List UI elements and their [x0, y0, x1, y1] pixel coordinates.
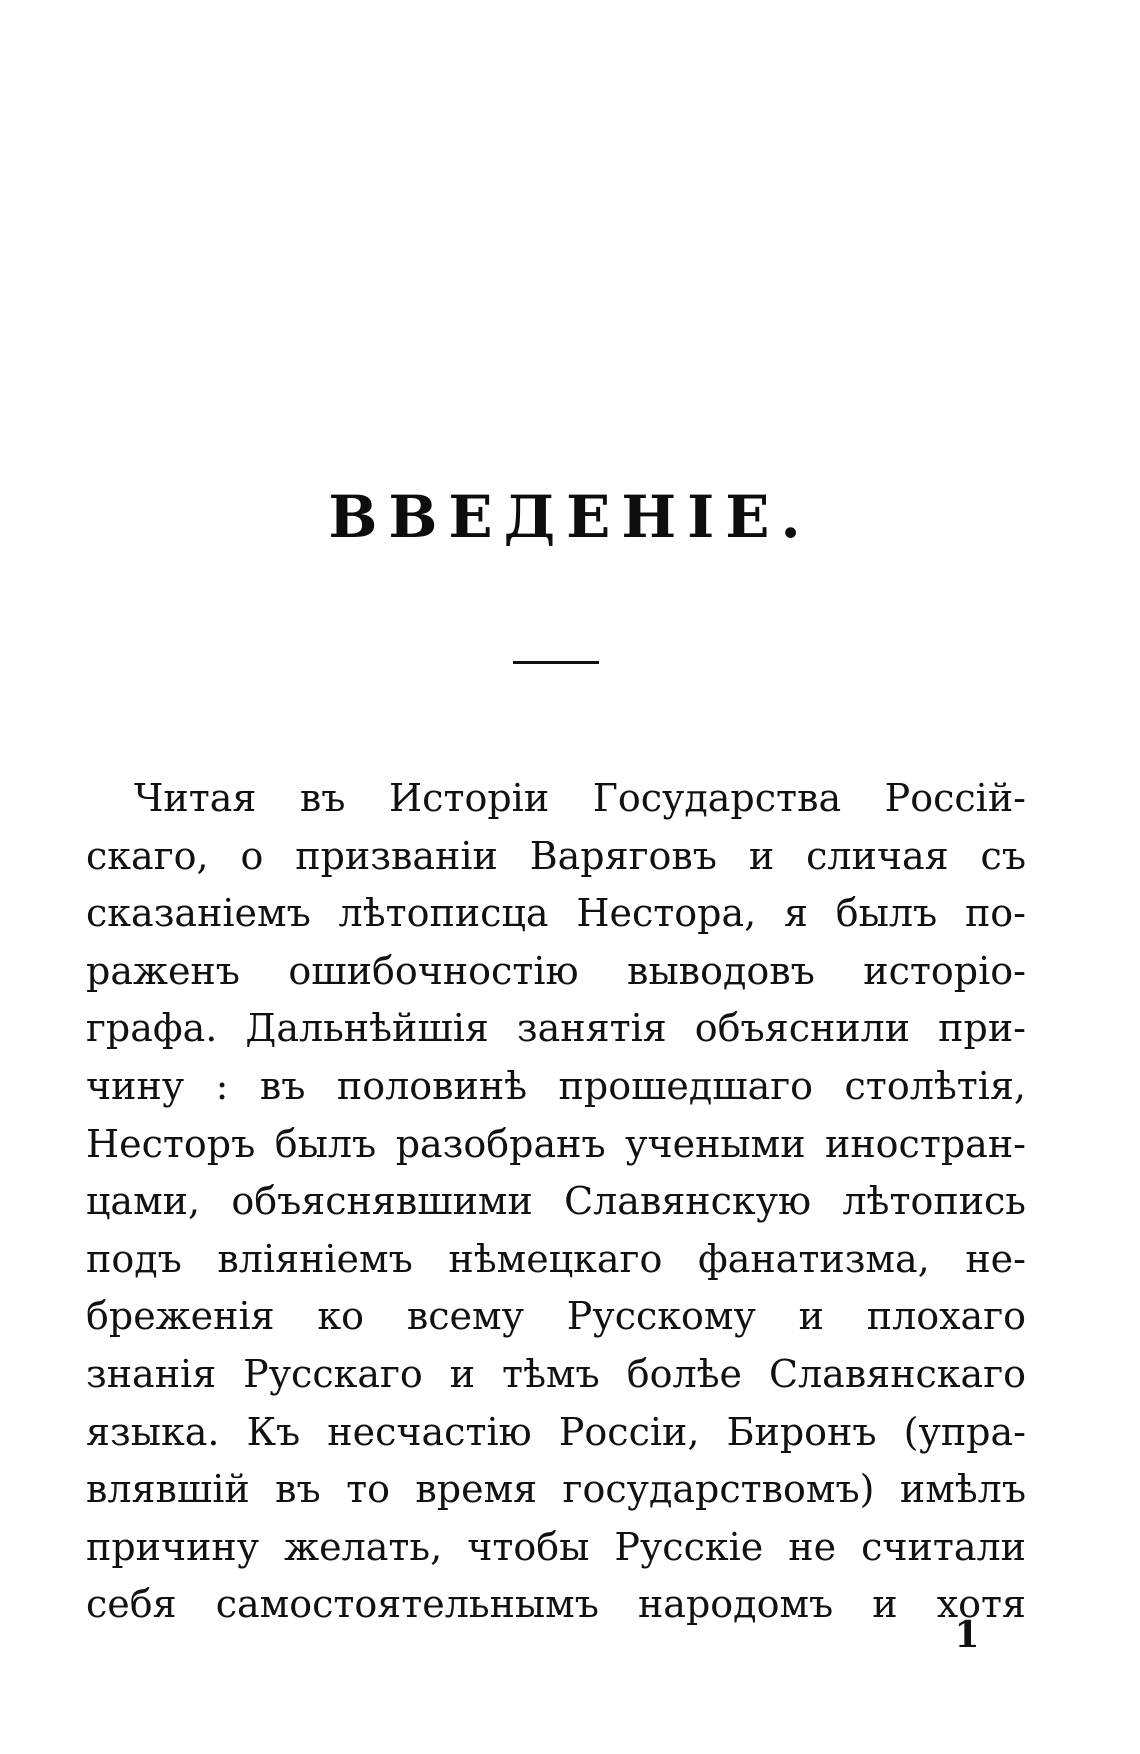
text-line: цами, объяснявшими Славянскую лѣтопись [86, 1179, 1026, 1224]
text-line: знанія Русскаго и тѣмъ болѣе Славянскаго [86, 1351, 1026, 1396]
text-line: влявшій въ то время государствомъ) имѣлъ [86, 1467, 1026, 1512]
text-line: языка. Къ несчастію Россіи, Биронъ (упра- [86, 1409, 1026, 1454]
text-line: чину : въ половинѣ прошедшаго столѣтія, [86, 1063, 1026, 1108]
text-line: причину желать, чтобы Русскіе не считали [86, 1524, 1026, 1569]
text-line: бреженія ко всему Русскому и плохаго [86, 1294, 1026, 1339]
page-number: 1 [954, 1614, 980, 1656]
text-line: себя самостоятельнымъ народомъ и хотя [86, 1582, 1026, 1627]
text-line: графа. Дальнѣйшія занятія объяснили при- [86, 1006, 1026, 1051]
heading-divider [513, 661, 599, 664]
chapter-heading: ВВЕДЕНІЕ. [328, 483, 812, 551]
text-line: сказаніемъ лѣтописца Нестора, я былъ по- [86, 891, 1026, 936]
text-line: Читая въ Исторіи Государства Россій- [134, 776, 1026, 820]
body-paragraph [86, 770, 1026, 1634]
text-line: скаго, о призваніи Варяговъ и сличая съ [86, 833, 1026, 878]
text-line: раженъ ошибочностію выводовъ исторіо- [86, 948, 1026, 993]
text-line: подъ вліяніемъ нѣмецкаго фанатизма, не- [86, 1236, 1026, 1281]
text-line: Несторъ былъ разобранъ учеными иностран- [86, 1121, 1026, 1166]
